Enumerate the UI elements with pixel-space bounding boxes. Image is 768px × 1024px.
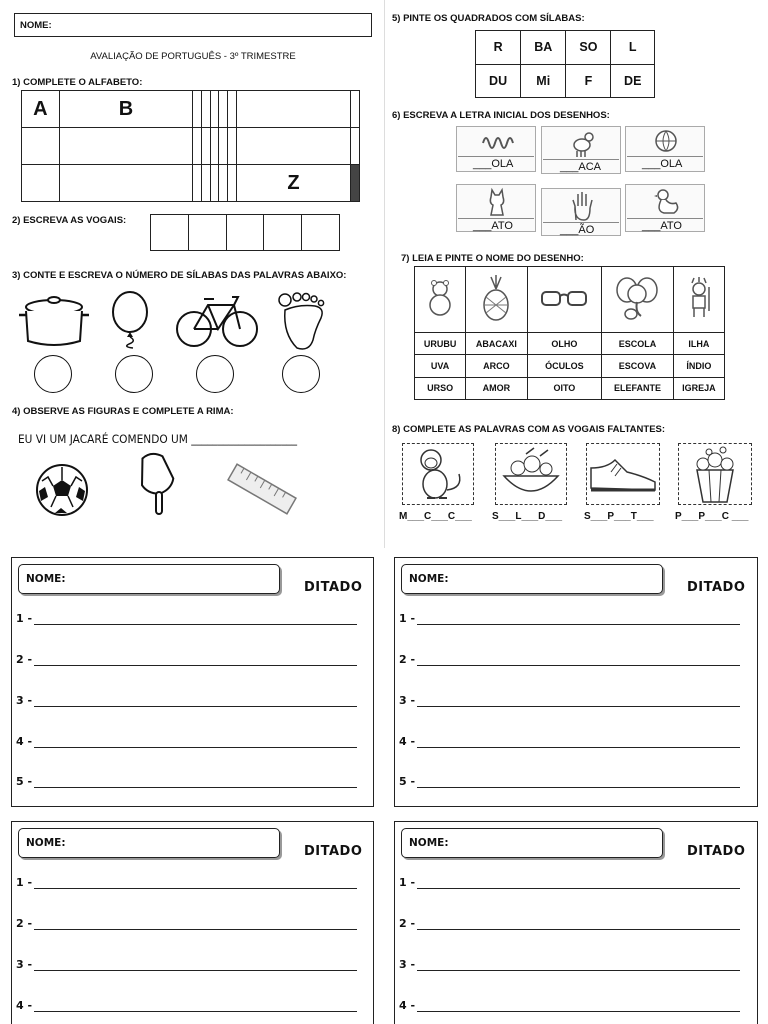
monkey-picture <box>402 443 474 505</box>
alphabet-cell[interactable] <box>202 91 211 128</box>
hand-icon <box>570 190 596 222</box>
alphabet-cell[interactable] <box>236 128 351 165</box>
pineapple-icon <box>479 275 513 321</box>
syllable-cell[interactable]: DE <box>611 64 655 98</box>
duck-icon <box>654 187 680 217</box>
alphabet-cell[interactable] <box>219 91 228 128</box>
ditado-line[interactable]: 4 - <box>16 735 357 748</box>
ditado-line[interactable]: 3 - <box>399 694 740 707</box>
ditado-name-label: NOME: <box>409 837 449 849</box>
word-cell[interactable]: ELEFANTE <box>602 377 674 399</box>
word-cell[interactable]: ESCOLA <box>602 332 674 354</box>
vowel-cell[interactable] <box>302 215 340 251</box>
word-cell[interactable]: OITO <box>527 377 602 399</box>
word-cell[interactable]: ILHA <box>673 332 724 354</box>
q1-label: 1) COMPLETE O ALFABETO: <box>12 77 143 88</box>
alphabet-cell[interactable] <box>193 91 202 128</box>
ditado-name-field[interactable] <box>18 828 280 858</box>
vowel-cell[interactable] <box>188 215 226 251</box>
syllable-grid <box>475 30 655 98</box>
ditado-name-field[interactable] <box>401 828 663 858</box>
initial-word: ___OLA <box>473 158 514 170</box>
syllable-circle[interactable] <box>34 355 72 393</box>
missing-vowels-word: S___P___T___ <box>584 511 654 522</box>
ditado-title: DITADO <box>687 580 746 595</box>
shoe-icon <box>587 444 659 504</box>
pot-icon <box>18 293 90 351</box>
picture-cell <box>602 267 674 333</box>
alphabet-cell[interactable] <box>59 165 193 202</box>
picture-cell <box>466 267 527 333</box>
monkey-icon <box>403 444 473 504</box>
q7-label: 7) LEIA E PINTE O NOME DO DESENHO: <box>401 253 584 264</box>
alphabet-cell[interactable] <box>210 128 219 165</box>
vowel-cell[interactable] <box>151 215 189 251</box>
bicycle-icon <box>174 291 260 349</box>
alphabet-cell[interactable] <box>210 91 219 128</box>
alphabet-cell[interactable]: B <box>59 91 193 128</box>
word-cell[interactable]: AMOR <box>466 377 527 399</box>
page-title: AVALIAÇÃO DE PORTUGUÊS - 3º TRIMESTRE <box>90 51 296 62</box>
initial-letter-card[interactable] <box>456 126 536 172</box>
word-cell[interactable]: URUBU <box>415 332 466 354</box>
ditado-name-label: NOME: <box>26 837 66 849</box>
alphabet-cell[interactable] <box>228 128 237 165</box>
ditado-title: DITADO <box>304 844 363 859</box>
word-cell[interactable]: ESCOVA <box>602 355 674 377</box>
ditado-line[interactable]: 5 - <box>399 775 740 788</box>
word-cell[interactable]: ÓCULOS <box>527 355 602 377</box>
elephant-icon <box>613 276 661 320</box>
syllable-cell[interactable]: L <box>611 31 655 65</box>
syllable-cell[interactable]: R <box>476 31 521 65</box>
initial-letter-card[interactable] <box>456 184 536 232</box>
ball-icon <box>654 129 678 153</box>
popsicle-icon <box>136 452 176 518</box>
word-cell[interactable]: ABACAXI <box>466 332 527 354</box>
foot-icon <box>275 290 329 352</box>
ditado-line[interactable]: 2 - <box>16 917 357 930</box>
ditado-line[interactable]: 2 - <box>399 653 740 666</box>
initial-letter-card[interactable] <box>625 184 705 232</box>
syllable-circle[interactable] <box>282 355 320 393</box>
q2-label: 2) ESCREVA AS VOGAIS: <box>12 215 127 226</box>
missing-vowels-word: S___L___D___ <box>492 511 563 522</box>
syllable-cell[interactable]: Mi <box>521 64 566 98</box>
ditado-card <box>11 557 374 807</box>
syllable-cell[interactable]: BA <box>521 31 566 65</box>
vowels-grid <box>150 214 340 251</box>
ditado-card <box>394 557 758 807</box>
q8-label: 8) COMPLETE AS PALAVRAS COM AS VOGAIS FALTANTES: <box>392 424 666 435</box>
alphabet-cell[interactable] <box>219 128 228 165</box>
ditado-name-field[interactable] <box>18 564 280 594</box>
ditado-card <box>11 821 374 1024</box>
ditado-line[interactable]: 1 - <box>399 612 740 625</box>
ditado-line[interactable]: 1 - <box>399 876 740 889</box>
alphabet-cell[interactable] <box>202 128 211 165</box>
alphabet-cell[interactable] <box>236 91 351 128</box>
indian-boy-icon <box>682 277 716 319</box>
ditado-name-label: NOME: <box>409 573 449 585</box>
popcorn-icon <box>679 444 751 504</box>
syllable-circle[interactable] <box>196 355 234 393</box>
balloon-icon <box>107 291 153 349</box>
ditado-title: DITADO <box>304 580 363 595</box>
soccer-ball-icon <box>35 463 89 517</box>
q3-label: 3) CONTE E ESCREVA O NÚMERO DE SÍLABAS DAS PALAVRAS ABAIXO: <box>12 270 347 281</box>
initial-letter-card[interactable] <box>541 188 621 236</box>
ditado-line[interactable]: 3 - <box>16 958 357 971</box>
glasses-icon <box>539 286 589 310</box>
missing-vowels-word: M___C___C___ <box>399 511 472 522</box>
vowel-cell[interactable] <box>264 215 302 251</box>
salad-icon <box>496 444 566 504</box>
alphabet-cell-shaded <box>351 165 360 202</box>
initial-letter-card[interactable] <box>625 126 705 172</box>
name-label: NOME: <box>20 20 52 31</box>
alphabet-cell[interactable] <box>219 165 228 202</box>
column-divider <box>384 0 385 548</box>
missing-vowels-word: P___P___C ___ <box>675 511 749 522</box>
ditado-name-label: NOME: <box>26 573 66 585</box>
ditado-line[interactable]: 1 - <box>16 612 357 625</box>
popcorn-picture <box>678 443 752 505</box>
alphabet-cell[interactable] <box>228 91 237 128</box>
syllable-circle[interactable] <box>115 355 153 393</box>
ditado-line[interactable]: 4 - <box>399 999 740 1012</box>
alphabet-grid <box>21 90 360 202</box>
alphabet-cell[interactable] <box>210 165 219 202</box>
initial-word: ___ATO <box>642 220 682 232</box>
alphabet-cell[interactable] <box>202 165 211 202</box>
alphabet-cell[interactable] <box>351 128 360 165</box>
shoe-picture <box>586 443 660 505</box>
q6-label: 6) ESCREVA A LETRA INICIAL DOS DESENHOS: <box>392 110 610 121</box>
word-cell[interactable]: IGREJA <box>673 377 724 399</box>
picture-cell <box>673 267 724 333</box>
spring-icon <box>481 131 515 155</box>
word-cell[interactable]: UVA <box>415 355 466 377</box>
cow-icon <box>568 129 598 159</box>
vowel-cell[interactable] <box>226 215 264 251</box>
syllable-cell[interactable]: DU <box>476 64 521 98</box>
cat-icon <box>485 187 509 217</box>
syllable-cell[interactable]: F <box>566 64 611 98</box>
alphabet-cell[interactable] <box>59 128 193 165</box>
ditado-title: DITADO <box>687 844 746 859</box>
name-box[interactable] <box>14 13 372 37</box>
ditado-name-field[interactable] <box>401 564 663 594</box>
q5-label: 5) PINTE OS QUADRADOS COM SÍLABAS: <box>392 13 585 24</box>
word-cell[interactable]: URSO <box>415 377 466 399</box>
alphabet-cell[interactable] <box>22 128 60 165</box>
rhyme-sentence: EU VI UM JACARÉ COMENDO UM ____________________ <box>18 432 298 446</box>
word-picture-table <box>414 266 725 400</box>
initial-word: ___ATO <box>473 220 513 232</box>
ditado-line[interactable]: 4 - <box>399 735 740 748</box>
alphabet-cell[interactable] <box>193 128 202 165</box>
alphabet-cell[interactable]: Z <box>236 165 351 202</box>
ditado-line[interactable]: 2 - <box>16 653 357 666</box>
ruler-icon <box>226 460 298 518</box>
ditado-line[interactable]: 3 - <box>399 958 740 971</box>
alphabet-cell[interactable]: A <box>22 91 60 128</box>
initial-letter-card[interactable] <box>541 126 621 174</box>
picture-cell <box>415 267 466 333</box>
initial-word: ___ÃO <box>560 224 595 236</box>
ditado-line[interactable]: 4 - <box>16 999 357 1012</box>
salad-picture <box>495 443 567 505</box>
alphabet-cell[interactable] <box>228 165 237 202</box>
ditado-line[interactable]: 3 - <box>16 694 357 707</box>
alphabet-cell[interactable] <box>193 165 202 202</box>
word-cell[interactable]: ARCO <box>466 355 527 377</box>
q4-label: 4) OBSERVE AS FIGURAS E COMPLETE A RIMA: <box>12 406 234 417</box>
word-cell[interactable]: OLHO <box>527 332 602 354</box>
alphabet-cell[interactable] <box>351 91 360 128</box>
ditado-line[interactable]: 2 - <box>399 917 740 930</box>
word-cell[interactable]: ÍNDIO <box>673 355 724 377</box>
ditado-line[interactable]: 5 - <box>16 775 357 788</box>
initial-word: ___OLA <box>642 158 683 170</box>
ditado-card <box>394 821 758 1024</box>
ditado-line[interactable]: 1 - <box>16 876 357 889</box>
syllable-cell[interactable]: SO <box>566 31 611 65</box>
initial-word: ___ACA <box>560 161 601 173</box>
picture-cell <box>527 267 602 333</box>
alphabet-cell[interactable] <box>22 165 60 202</box>
bear-icon <box>423 278 457 318</box>
